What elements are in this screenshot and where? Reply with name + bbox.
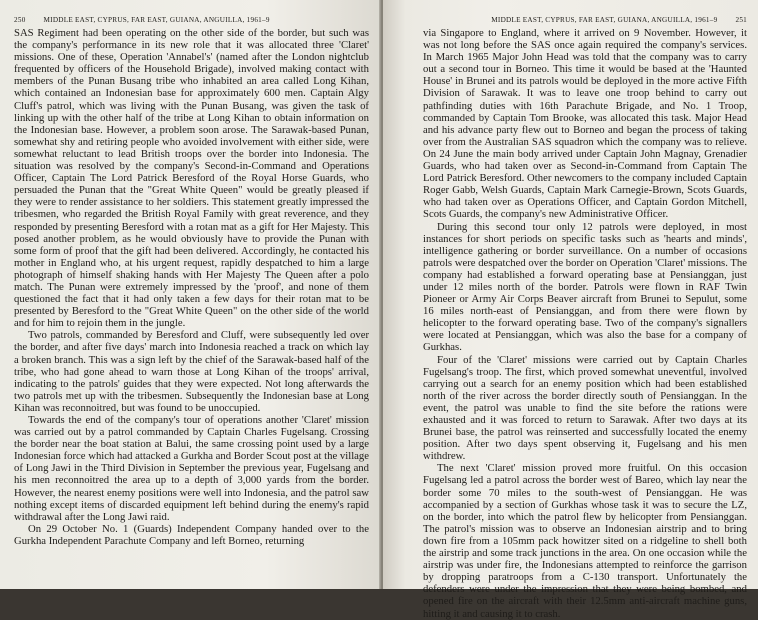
right-running-head-title: MIDDLE EAST, CYPRUS, FAR EAST, GUIANA, ANGUILLA, 1961–9 [491, 16, 718, 24]
right-page [383, 0, 758, 620]
right-paragraph-3: Four of the 'Claret' missions were carried out by Captain Charles Fugelsang's troop. The first, which proved somewhat uneventful, involved carrying out a search for an enemy position which had been established north of the river across the border directly south of Pensianggan. In the event, the patrol was unable to find the site before the rations were exhausted and it was forced to return to Sarawak. After two days at its Brunei base, the patrol was reinserted and successfully located the enemy position. After two days spent observing it, Fugelsang and his men withdrew. [423, 353, 747, 463]
right-page-number: 251 [735, 16, 747, 24]
left-paragraph-4: On 29 October No. 1 (Guards) Independent Company handed over to the Gurkha Independent Parachute Company and left Borneo, returning [14, 522, 369, 547]
left-paragraph-1: SAS Regiment had been operating on the other side of the border, but such was the company's performance in its new role that it was allocated three 'Claret' missions. One of these, Operation 'Annabel's' (named after the London nightclub frequented by officers of the Household Brigade), involved making contact with members of the Punan Busang tribe who inhabited an area called Long Kihan, which contained an Indonesian base for approximately 600 men. Captain Algy Cluff's patrol, which was living with the Punan Busang, was given the task of linking up with the other half of the tribe at Long Kihan to obtain information on the Indonesian base. However, a problem soon arose. The Sarawak-based Punan, somewhat shy and retiring people who avoided involvement with either side, were somewhat reluctant to lead British troops over the border into Indonesia. The situation was resolved by the company's Second-in-Command and Operations Officer, Captain The Lord Patrick Beresford of the Royal Horse Guards, who persuaded the Punan that the "Great White Queen" would be greatly pleased if they were to render assistance to her soldiers. This statement greatly impressed the tribesmen, who regarded the British Royal Family with great reverence, and they responded by presenting Beresford with a rotan mat as a gift for Her Majesty. This posed another problem, as he would obviously have to provide the Punan with some form of proof that the gift had been delivered. Accordingly, he contacted his mother in England who, at his urgent request, rapidly despatched to him a large photograph of himself shaking hands with Her Majesty The Queen after a polo match. The Punan were extremely impressed by the 'proof', and none of them questioned the fact that it had only taken a few days for their rotan mat to be presented by Beresford to the "Great White Queen" on the other side of the world and for him to rejoin them in the jungle. [14, 27, 369, 330]
right-paragraph-2: During this second tour only 12 patrols were deployed, in most instances for short periods on specific tasks such as 'hearts and minds', intelligence gathering or border surveillance. On a number of occasions patrols were despatched over the border on Operation 'Claret' missions. The company had established a forward operating base at Pensianggan, just under 12 miles north of the border. Patrols were flown in RAF Twin Pioneer or Army Air Corps Beaver aircraft from Brunei to Sepulut, some 16 miles north-east of Pensianggan, and from there were flown by helicopter to the forward operating base. Two of the company's signallers were located at Pensianggan, which was also the base for a company of Gurkhas. [423, 220, 747, 354]
right-running-header [423, 16, 747, 24]
left-page-number: 250 [14, 16, 26, 24]
left-running-header [14, 16, 369, 24]
left-paragraph-3: Towards the end of the company's tour of operations another 'Claret' mission was carried out by a patrol commanded by Captain Charles Fugelsang. Crossing the border near the boat station at Balui, the same crossing point used by a large Indonesian force which had attacked a Gurkha and Border Scout post at the village of Long Jawi in the Third Division in September the previous year, Fugelsang and his men reconnoitred the area up to a depth of 3,000 yards from the border. However, the nearest enemy positions were well into Indonesia, and the patrol saw nothing except items of discarded equipment left behind during the enemy's rapid withdrawal after the Long Jawi raid. [14, 414, 369, 523]
right-paragraph-1: via Singapore to England, where it arrived on 9 November. However, it was not long before the SAS once again required the company's services. In March 1965 Major John Head was told that the company was to carry out a second tour in Borneo. This time it would be based at the 'Haunted House' in Brunei and its patrols would be deployed in the more active Fifth Division of Sarawak. It was to leave one troop behind to carry out pathfinding duties with 16th Parachute Brigade, and No. 1 Troop, commanded by Captain Tom Brooke, was allocated this task. Major Head and his advance party flew out to Borneo and began the process of taking over from the Australian SAS squadron which the company was to relieve. On 24 June the main body arrived under Captain John Magnay, Grenadier Guards, who had taken over as Second-in-Command from Captain The Lord Patrick Beresford. Other newcomers to the company included Captain Roger Gabb, Welsh Guards, Captain Mark Carnegie-Brown, Scots Guards, who had taken over as Operations Officer, and Captain Gordon Mitchell, Scots Guards, the company's new Administrative Officer. [423, 27, 747, 221]
left-paragraph-2: Two patrols, commanded by Beresford and Cluff, were subsequently led over the border, and after five days' march into Indonesia reached a track on which lay a broken branch. This was a sign left by the chief of the Sarawak-based half of the tribe, who had gone ahead to warn those at Long Kihan of the troops' arrival, indicating to the patrols' guides that they were expected. Not long afterwards the two patrols met up with the tribesmen. Subsequently the Indonesian base at Long Kihan was reconnoitred, but was found to be unoccupied. [14, 329, 369, 414]
left-page [0, 0, 381, 589]
left-running-head-title: MIDDLE EAST, CYPRUS, FAR EAST, GUIANA, ANGUILLA, 1961–9 [43, 16, 270, 24]
right-paragraph-4: The next 'Claret' mission proved more fruitful. On this occasion Fugelsang led a patrol across the border west of Bareo, which lay near the border some 70 miles to the south-west of Pensianggan. He was accompanied by a section of Gurkhas whose task it was to secure the LZ, on the border, into which the patrol flew by helicopter from Pensianggan. The patrol's mission was to observe an Indonesian airstrip and to bring down fire from a 105mm pack howitzer sited on a ridgeline to shell both the airstrip and some track junctions in the area. On one occasion while the airstrip was under fire, the Indonesians attempted to reinforce the garrison by dropping paratroops from a C-130 transport. Unfortunately the defenders were under the impression that they were being bombed, and opened fire on the aircraft with their 12.5mm anti-aircraft machine guns, hitting it and causing it to crash. [423, 462, 747, 620]
